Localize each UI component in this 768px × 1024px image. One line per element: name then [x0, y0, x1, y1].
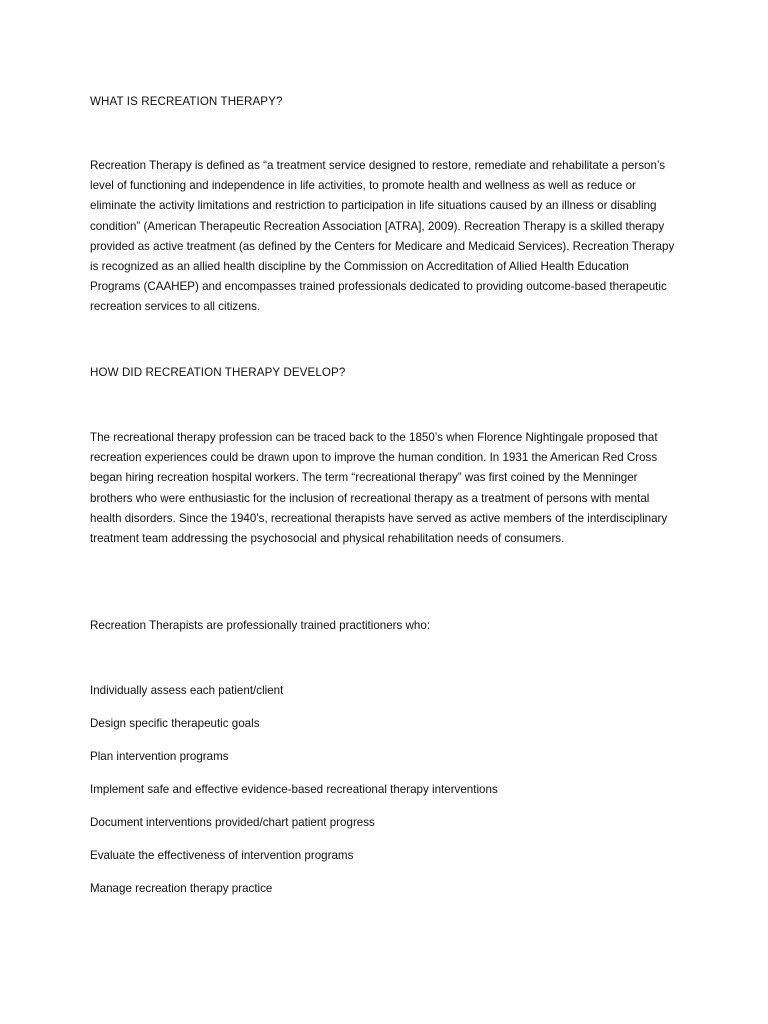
section-heading-what-is: WHAT IS RECREATION THERAPY?: [90, 95, 283, 108]
duties-list: [90, 684, 498, 915]
list-item: Design specific therapeutic goals: [90, 717, 260, 730]
practitioners-intro: Recreation Therapists are professionally trained practitioners who:: [90, 619, 431, 632]
definition-paragraph: Recreation Therapy is defined as “a treatment service designed to restore, remediate and rehabilitate a person’s level of functioning and independence in life activities, to promote health and wellness as well as reduce or eliminate the activity limitations and restriction to participation in life situations caused by an illness or disabling condition” (American Therapeutic Recreation Association [ATRA], 2009). Recreation Therapy is a skilled therapy provided as active treatment (as defined by the Centers for Medicare and Medicaid Services). Recreation Therapy is recognized as an allied health discipline by the Commission on Accreditation of Allied Health Education Programs (CAAHEP) and encompasses trained professionals dedicated to providing outcome-based therapeutic recreation services to all citizens.: [90, 159, 675, 314]
section-heading-development: HOW DID RECREATION THERAPY DEVELOP?: [90, 366, 346, 379]
list-item: Individually assess each patient/client: [90, 684, 284, 697]
list-item: Plan intervention programs: [90, 750, 229, 763]
list-item: Document interventions provided/chart patient progress: [90, 816, 375, 829]
history-paragraph: The recreational therapy profession can be traced back to the 1850’s when Florence Nightingale proposed that recreation experiences could be drawn upon to improve the human condition. In 1931 the American Red Cross began hiring recreation hospital workers. The term “recreational therapy” was first coined by the Menninger brothers who were enthusiastic for the inclusion of recreational therapy as a treatment of persons with mental health disorders. Since the 1940’s, recreational therapists have served as active members of the interdisciplinary treatment team addressing the psychosocial and physical rehabilitation needs of consumers.: [90, 431, 668, 546]
list-item: Evaluate the effectiveness of intervention programs: [90, 849, 354, 862]
list-item: Implement safe and effective evidence-based recreational therapy interventions: [90, 783, 498, 796]
list-item: Manage recreation therapy practice: [90, 882, 273, 895]
